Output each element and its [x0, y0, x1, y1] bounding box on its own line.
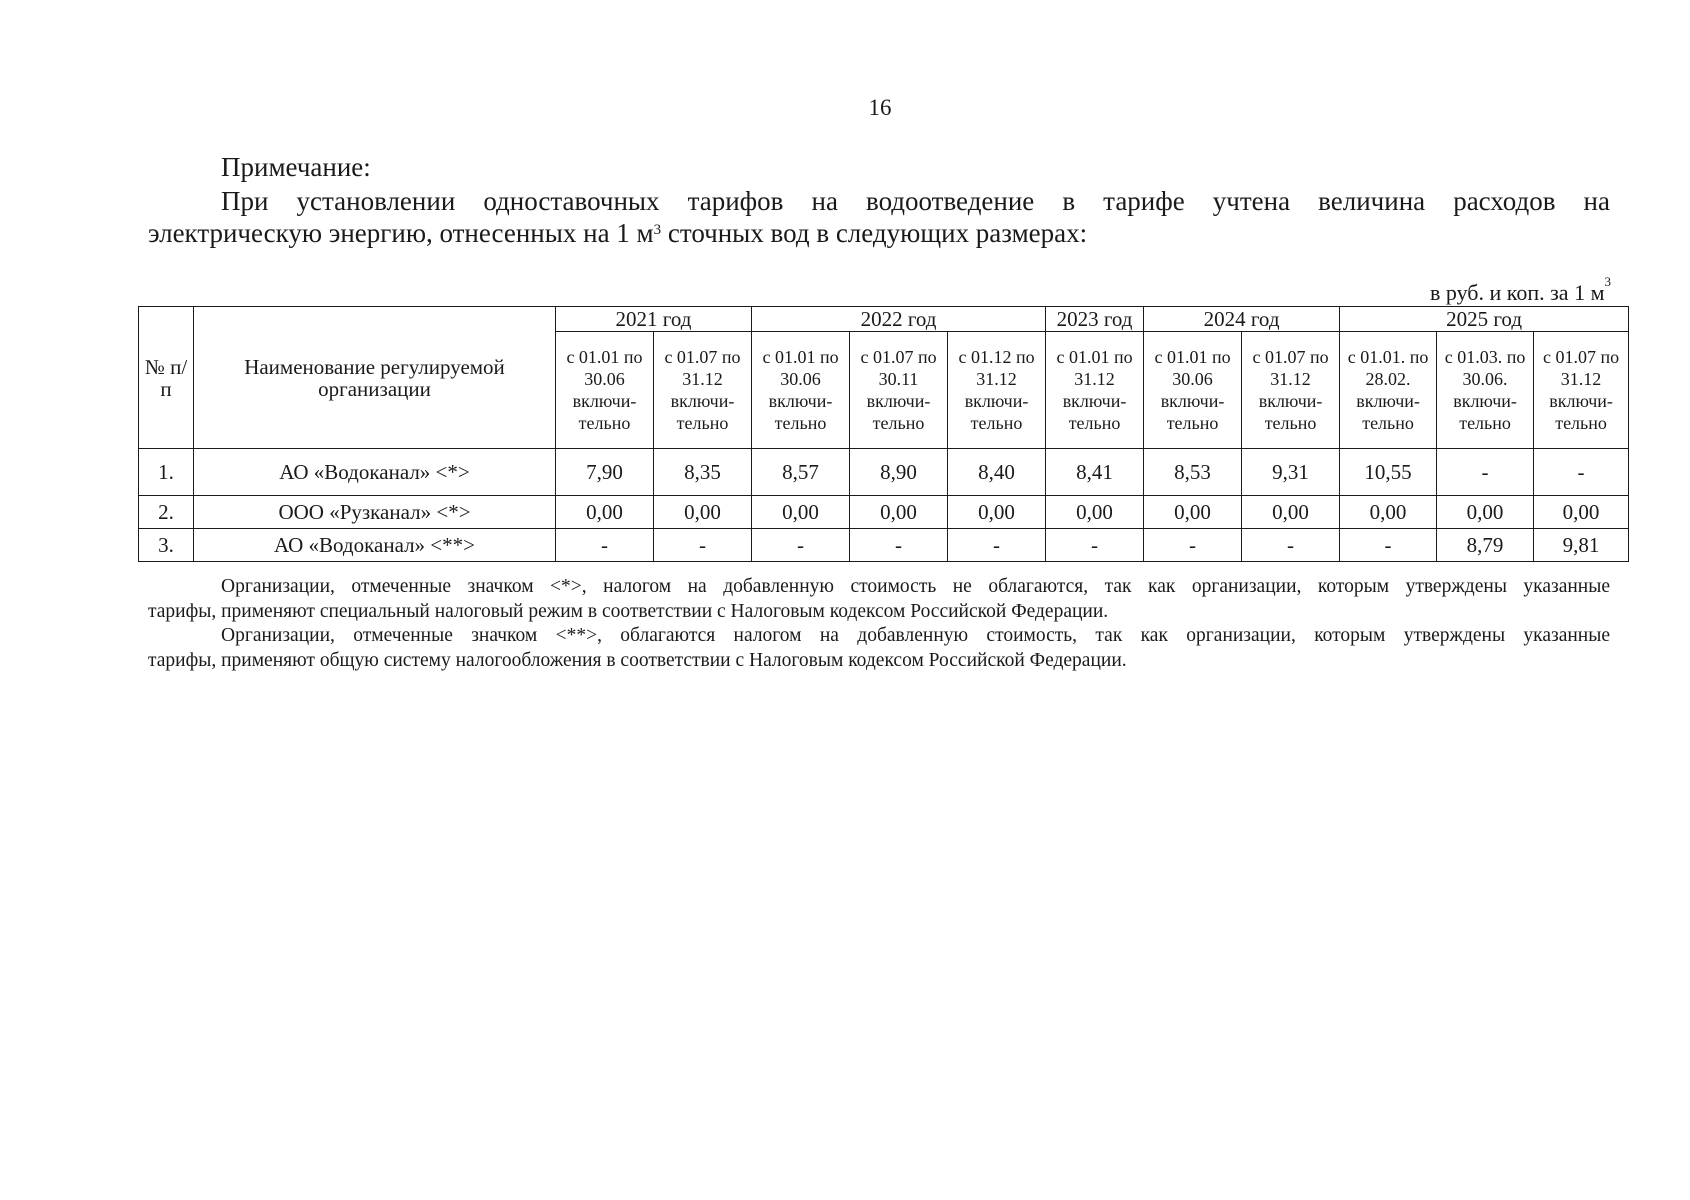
organization-name: ООО «Рузканал» <*>	[194, 496, 556, 529]
header-period: с 01.07 по 31.12 включи-тельно	[1242, 332, 1340, 449]
header-period: с 01.01. по 28.02. включи-тельно	[1340, 332, 1437, 449]
tariff-cell: -	[1046, 529, 1144, 562]
tariff-cell: 0,00	[752, 496, 850, 529]
footnote-1-line-2: тарифы, применяют специальный налоговый режим в соответствии с Налоговым кодексом Российской Федерации.	[148, 601, 1109, 622]
tariff-cell: -	[948, 529, 1046, 562]
tariff-cell: 0,00	[850, 496, 948, 529]
header-period: с 01.01 по 30.06 включи-тельно	[1144, 332, 1242, 449]
tariff-cell: 8,35	[654, 449, 752, 496]
footnote-1-line-1: Организации, отмеченные значком <*>, налогом на добавленную стоимость не облагаются, так как организации, которым утверждены указанные	[221, 576, 1610, 597]
footnote-double-asterisk	[148, 623, 1610, 673]
tariff-cell: 8,41	[1046, 449, 1144, 496]
note-line-2-end: сточных вод в следующих размерах:	[661, 218, 1088, 248]
tariff-cell: -	[850, 529, 948, 562]
tariff-cell: 0,00	[1437, 496, 1534, 529]
header-year-2025: 2025 год	[1340, 307, 1629, 332]
header-num: № п/п	[139, 307, 194, 449]
note-superscript: 3	[653, 222, 662, 238]
tariff-cell: 8,79	[1437, 529, 1534, 562]
note-text	[148, 185, 1610, 249]
page-number: 16	[868, 95, 892, 120]
note-line-1: При установлении одноставочных тарифов на водоотведение в тарифе учтена величина расходов на	[221, 186, 1610, 216]
header-year-2022: 2022 год	[752, 307, 1046, 332]
units-text: в руб. и коп. за 1 м	[1430, 280, 1605, 305]
row-number: 3.	[139, 529, 194, 562]
header-period: с 01.03. по 30.06. включи-тельно	[1437, 332, 1534, 449]
header-row-years	[139, 307, 1629, 332]
table-row	[139, 449, 1629, 496]
header-period: с 01.01 по 31.12 включи-тельно	[1046, 332, 1144, 449]
tariff-cell: 0,00	[1046, 496, 1144, 529]
tariff-cell: -	[1340, 529, 1437, 562]
header-period: с 01.01 по 30.06 включи-тельно	[752, 332, 850, 449]
tariff-cell: -	[752, 529, 850, 562]
tariff-cell: 0,00	[948, 496, 1046, 529]
row-number: 1.	[139, 449, 194, 496]
tariff-cell: -	[556, 529, 654, 562]
header-period: с 01.07 по 31.12 включи-тельно	[654, 332, 752, 449]
tariff-cell: 0,00	[1534, 496, 1629, 529]
header-org: Наименование регулируемой организации	[194, 307, 556, 449]
header-period: с 01.12 по 31.12 включи-тельно	[948, 332, 1046, 449]
header-period: с 01.07 по 31.12 включи-тельно	[1534, 332, 1629, 449]
tariff-cell: -	[1144, 529, 1242, 562]
tariff-cell: 7,90	[556, 449, 654, 496]
header-year-2023: 2023 год	[1046, 307, 1144, 332]
units-superscript: 3	[1604, 274, 1611, 289]
footnote-single-asterisk	[148, 574, 1610, 624]
footnote-2-line-1: Организации, отмеченные значком <**>, облагаются налогом на добавленную стоимость, так как организации, которым утверждены указанные	[221, 625, 1610, 646]
note-line-2-start: электрическую энергию, отнесенных на 1 м	[148, 218, 654, 248]
note-line-2	[148, 218, 1087, 248]
tariff-cell: 8,53	[1144, 449, 1242, 496]
tariff-cell: 9,31	[1242, 449, 1340, 496]
tariff-cell: -	[1534, 449, 1629, 496]
tariff-cell: -	[1242, 529, 1340, 562]
tariff-cell: 0,00	[654, 496, 752, 529]
tariff-cell: 0,00	[556, 496, 654, 529]
tariff-cell: 8,57	[752, 449, 850, 496]
tariff-cell: 8,40	[948, 449, 1046, 496]
organization-name: АО «Водоканал» <*>	[194, 449, 556, 496]
table-row	[139, 496, 1629, 529]
units-label	[1300, 274, 1611, 306]
table-row	[139, 529, 1629, 562]
tariff-cell: 0,00	[1340, 496, 1437, 529]
header-year-2024: 2024 год	[1144, 307, 1340, 332]
header-period: с 01.07 по 30.11 включи-тельно	[850, 332, 948, 449]
tariff-cell: 10,55	[1340, 449, 1437, 496]
footnote-2-line-2: тарифы, применяют общую систему налогообложения в соответствии с Налоговым кодексом Российской Федерации.	[148, 650, 1127, 671]
tariff-cell: 9,81	[1534, 529, 1629, 562]
note-title: Примечание:	[221, 152, 371, 182]
tariff-table	[138, 306, 1629, 562]
tariff-cell: -	[1437, 449, 1534, 496]
tariff-cell: 0,00	[1144, 496, 1242, 529]
organization-name: АО «Водоканал» <**>	[194, 529, 556, 562]
header-year-2021: 2021 год	[556, 307, 752, 332]
tariff-cell: 8,90	[850, 449, 948, 496]
header-period: с 01.01 по 30.06 включи-тельно	[556, 332, 654, 449]
row-number: 2.	[139, 496, 194, 529]
tariff-cell: -	[654, 529, 752, 562]
tariff-cell: 0,00	[1242, 496, 1340, 529]
